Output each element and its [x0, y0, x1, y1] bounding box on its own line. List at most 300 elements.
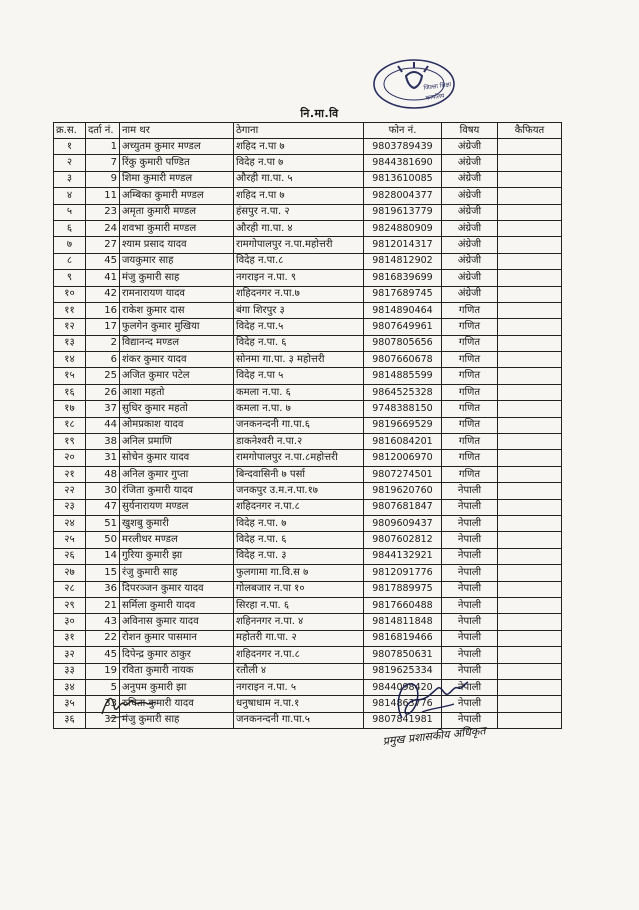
name-cell: श्याम प्रसाद यादव	[120, 237, 234, 253]
registration-cell: 7	[86, 155, 120, 171]
table-row	[54, 352, 562, 368]
table-row	[54, 237, 562, 253]
name-cell: अनिल कुमार गुप्ता	[120, 466, 234, 482]
address-cell: कमला न.पा. ६	[234, 384, 364, 400]
remarks-cell	[498, 253, 562, 269]
registration-cell: 36	[86, 581, 120, 597]
table-row	[54, 302, 562, 318]
table-row	[54, 483, 562, 499]
serial-cell: ९	[54, 270, 86, 286]
subject-cell: गणित	[442, 417, 498, 433]
address-cell: जनकपुर उ.म.न.पा.१७	[234, 483, 364, 499]
subject-cell: नेपाली	[442, 581, 498, 597]
registration-cell: 9	[86, 171, 120, 187]
name-cell: रंजिता कुमारी यादव	[120, 483, 234, 499]
registration-cell: 16	[86, 302, 120, 318]
remarks-cell	[498, 204, 562, 220]
registration-cell: 32	[86, 712, 120, 728]
remarks-cell	[498, 384, 562, 400]
address-cell: सोनमा गा.पा. ३ महोत्तरी	[234, 352, 364, 368]
registration-cell: 42	[86, 286, 120, 302]
registration-cell: 37	[86, 401, 120, 417]
remarks-cell	[498, 679, 562, 695]
serial-cell: ११	[54, 302, 86, 318]
remarks-cell	[498, 335, 562, 351]
table-row	[54, 253, 562, 269]
name-cell: रविता कुमारी नायक	[120, 663, 234, 679]
phone-cell: 9807274501	[364, 466, 442, 482]
phone-cell: 9807841981	[364, 712, 442, 728]
remarks-cell	[498, 401, 562, 417]
name-cell: शंकर कुमार यादव	[120, 352, 234, 368]
signature-left	[98, 686, 160, 722]
name-cell: राकेश कुमार दास	[120, 302, 234, 318]
name-cell: सर्मिला कुमारी यादव	[120, 597, 234, 613]
registration-cell: 33	[86, 696, 120, 712]
serial-cell: ३	[54, 171, 86, 187]
registration-cell: 23	[86, 204, 120, 220]
registration-cell: 26	[86, 384, 120, 400]
table-row	[54, 548, 562, 564]
subject-cell: नेपाली	[442, 565, 498, 581]
remarks-cell	[498, 565, 562, 581]
name-cell: खुशबु कुमारी	[120, 515, 234, 531]
name-cell: दिपेन्द्र कुमार ठाकुर	[120, 647, 234, 663]
subject-cell: नेपाली	[442, 614, 498, 630]
registration-cell: 30	[86, 483, 120, 499]
serial-cell: २४	[54, 515, 86, 531]
subject-cell: अंग्रेजी	[442, 220, 498, 236]
table-row	[54, 286, 562, 302]
name-cell: दिपरञ्जन कुमार यादव	[120, 581, 234, 597]
serial-cell: २९	[54, 597, 86, 613]
name-cell: अम्बिका कुमारी मण्डल	[120, 188, 234, 204]
phone-cell: 9864525328	[364, 384, 442, 400]
serial-cell: १२	[54, 319, 86, 335]
subject-cell: नेपाली	[442, 548, 498, 564]
registration-cell: 25	[86, 368, 120, 384]
col-header-subject: विषय	[442, 123, 498, 139]
address-cell: हंसपुर न.पा. २	[234, 204, 364, 220]
remarks-cell	[498, 352, 562, 368]
table-row	[54, 614, 562, 630]
subject-cell: गणित	[442, 450, 498, 466]
phone-cell: 9819669529	[364, 417, 442, 433]
serial-cell: ७	[54, 237, 86, 253]
address-cell: विदेह न.पा. ७	[234, 515, 364, 531]
serial-cell: ८	[54, 253, 86, 269]
registration-cell: 6	[86, 352, 120, 368]
subject-cell: अंग्रेजी	[442, 253, 498, 269]
registration-cell: 24	[86, 220, 120, 236]
serial-cell: १३	[54, 335, 86, 351]
phone-cell: 9807649961	[364, 319, 442, 335]
name-cell: गुरिया कुमारी झा	[120, 548, 234, 564]
seal-text-line2: कार्यालय	[425, 92, 445, 102]
table-row	[54, 171, 562, 187]
address-cell: शहिद न.पा ७	[234, 188, 364, 204]
serial-cell: १६	[54, 384, 86, 400]
address-cell: विदेह न.पा.८	[234, 253, 364, 269]
registration-cell: 45	[86, 253, 120, 269]
registration-cell: 19	[86, 663, 120, 679]
remarks-cell	[498, 663, 562, 679]
address-cell: गोलबजार न.पा १०	[234, 581, 364, 597]
name-cell: रामनारायण यादव	[120, 286, 234, 302]
serial-cell: २३	[54, 499, 86, 515]
serial-cell: १०	[54, 286, 86, 302]
phone-cell: 9812006970	[364, 450, 442, 466]
registration-cell: 43	[86, 614, 120, 630]
col-header-phone: फोन नं.	[364, 123, 442, 139]
serial-cell: ३३	[54, 663, 86, 679]
subject-cell: नेपाली	[442, 696, 498, 712]
subject-cell: नेपाली	[442, 663, 498, 679]
registration-cell: 50	[86, 532, 120, 548]
name-cell: मरलीधर मण्डल	[120, 532, 234, 548]
registration-cell: 51	[86, 515, 120, 531]
remarks-cell	[498, 532, 562, 548]
subject-cell: अंग्रेजी	[442, 188, 498, 204]
serial-cell: ५	[54, 204, 86, 220]
serial-cell: ६	[54, 220, 86, 236]
registration-cell: 1	[86, 139, 120, 155]
name-cell: रिंकु कुमारी पण्डित	[120, 155, 234, 171]
subject-cell: अंग्रेजी	[442, 171, 498, 187]
registration-cell: 44	[86, 417, 120, 433]
address-cell: विदेह न.पा. ३	[234, 548, 364, 564]
table-row	[54, 319, 562, 335]
phone-cell: 9816839699	[364, 270, 442, 286]
table-row	[54, 368, 562, 384]
page-heading: नि.मा.वि	[300, 107, 339, 120]
phone-cell: 9812014317	[364, 237, 442, 253]
serial-cell: २६	[54, 548, 86, 564]
remarks-cell	[498, 696, 562, 712]
table-row	[54, 220, 562, 236]
phone-cell: 9812091776	[364, 565, 442, 581]
name-cell: अनिल प्रमाणि	[120, 434, 234, 450]
table-row	[54, 401, 562, 417]
address-cell: सिरहा न.पा. ६	[234, 597, 364, 613]
remarks-cell	[498, 581, 562, 597]
table-row	[54, 630, 562, 646]
table-row	[54, 499, 562, 515]
subject-cell: नेपाली	[442, 515, 498, 531]
subject-cell: गणित	[442, 352, 498, 368]
subject-cell: अंग्रेजी	[442, 237, 498, 253]
address-cell: रतौली ४	[234, 663, 364, 679]
name-cell: रंजु कुमारी साह	[120, 565, 234, 581]
address-cell: बिन्दवासिनी ७ पर्सा	[234, 466, 364, 482]
phone-cell: 9807660678	[364, 352, 442, 368]
col-header-remarks: कैफियत	[498, 123, 562, 139]
officer-title: प्रमुख प्रशासकीय अधिकृत	[382, 724, 487, 748]
name-cell: मंजु कुमारी साह	[120, 712, 234, 728]
remarks-cell	[498, 417, 562, 433]
table-row	[54, 466, 562, 482]
phone-cell: 9844132921	[364, 548, 442, 564]
phone-cell: 9814811848	[364, 614, 442, 630]
phone-cell: 9819620760	[364, 483, 442, 499]
col-header-address: ठेगाना	[234, 123, 364, 139]
name-cell: अच्युतम कुमार मण्डल	[120, 139, 234, 155]
name-cell: शिमा कुमारी मण्डल	[120, 171, 234, 187]
address-cell: शहिदनगर न.पा.८	[234, 647, 364, 663]
serial-cell: १	[54, 139, 86, 155]
address-cell: औरही गा.पा. ४	[234, 220, 364, 236]
remarks-cell	[498, 171, 562, 187]
table-row	[54, 532, 562, 548]
address-cell: फुलगामा गा.वि.स ७	[234, 565, 364, 581]
subject-cell: गणित	[442, 302, 498, 318]
serial-cell: २५	[54, 532, 86, 548]
remarks-cell	[498, 188, 562, 204]
remarks-cell	[498, 647, 562, 663]
phone-cell: 9844098420	[364, 679, 442, 695]
remarks-cell	[498, 712, 562, 728]
phone-cell: 9817689745	[364, 286, 442, 302]
subject-cell: नेपाली	[442, 483, 498, 499]
table-row	[54, 155, 562, 171]
phone-cell: 9814885599	[364, 368, 442, 384]
phone-cell: 9817660488	[364, 597, 442, 613]
name-cell: ओमप्रकाश यादव	[120, 417, 234, 433]
address-cell: महोतरी गा.पा. २	[234, 630, 364, 646]
address-cell: शहिद न.पा ७	[234, 139, 364, 155]
serial-cell: ३४	[54, 679, 86, 695]
address-cell: रामगोपालपुर न.पा.८महोत्तरी	[234, 450, 364, 466]
registration-cell: 11	[86, 188, 120, 204]
subject-cell: नेपाली	[442, 597, 498, 613]
registration-cell: 45	[86, 647, 120, 663]
address-cell: विदेह न.पा.५	[234, 319, 364, 335]
table-row	[54, 597, 562, 613]
table-row	[54, 515, 562, 531]
subject-cell: नेपाली	[442, 499, 498, 515]
phone-cell: 9819613779	[364, 204, 442, 220]
serial-cell: २	[54, 155, 86, 171]
table-row	[54, 139, 562, 155]
office-seal	[366, 54, 462, 114]
serial-cell: १४	[54, 352, 86, 368]
remarks-cell	[498, 155, 562, 171]
subject-cell: गणित	[442, 466, 498, 482]
table-row	[54, 335, 562, 351]
signature-right	[392, 674, 472, 730]
applicant-table	[53, 122, 562, 729]
serial-cell: १७	[54, 401, 86, 417]
phone-cell: 9748388150	[364, 401, 442, 417]
remarks-cell	[498, 434, 562, 450]
registration-cell: 47	[86, 499, 120, 515]
subject-cell: नेपाली	[442, 630, 498, 646]
phone-cell: 9828004377	[364, 188, 442, 204]
remarks-cell	[498, 483, 562, 499]
subject-cell: गणित	[442, 434, 498, 450]
remarks-cell	[498, 319, 562, 335]
registration-cell: 38	[86, 434, 120, 450]
phone-cell: 9814812902	[364, 253, 442, 269]
serial-cell: ३६	[54, 712, 86, 728]
registration-cell: 2	[86, 335, 120, 351]
phone-cell: 9807681847	[364, 499, 442, 515]
serial-cell: ३५	[54, 696, 86, 712]
serial-cell: १९	[54, 434, 86, 450]
col-header-serial: क्र.स.	[54, 123, 86, 139]
table-row	[54, 188, 562, 204]
serial-cell: २७	[54, 565, 86, 581]
registration-cell: 22	[86, 630, 120, 646]
remarks-cell	[498, 302, 562, 318]
name-cell: शवभा कुमारी मण्डल	[120, 220, 234, 236]
address-cell: विदेह न.पा. ६	[234, 532, 364, 548]
phone-cell: 9814863776	[364, 696, 442, 712]
registration-cell: 41	[86, 270, 120, 286]
phone-cell: 9816819466	[364, 630, 442, 646]
table-row	[54, 270, 562, 286]
address-cell: जनकनन्दनी गा.पा.६	[234, 417, 364, 433]
registration-cell: 15	[86, 565, 120, 581]
table-row	[54, 581, 562, 597]
phone-cell: 9816084201	[364, 434, 442, 450]
table-row	[54, 417, 562, 433]
address-cell: नगराइन न.पा. ९	[234, 270, 364, 286]
address-cell: शहिदनगर न.पा.७	[234, 286, 364, 302]
serial-cell: २०	[54, 450, 86, 466]
table-row	[54, 450, 562, 466]
phone-cell: 9809609437	[364, 515, 442, 531]
subject-cell: गणित	[442, 335, 498, 351]
table-row	[54, 384, 562, 400]
serial-cell: १५	[54, 368, 86, 384]
registration-cell: 21	[86, 597, 120, 613]
serial-cell: ३०	[54, 614, 86, 630]
seal-text-line1: जिल्ला शिक्षा	[423, 81, 452, 92]
subject-cell: नेपाली	[442, 647, 498, 663]
address-cell: धनुषाधाम न.पा.१	[234, 696, 364, 712]
subject-cell: अंग्रेजी	[442, 270, 498, 286]
remarks-cell	[498, 614, 562, 630]
subject-cell: गणित	[442, 401, 498, 417]
remarks-cell	[498, 499, 562, 515]
name-cell: रोशन कुमार पासमान	[120, 630, 234, 646]
subject-cell: गणित	[442, 319, 498, 335]
remarks-cell	[498, 548, 562, 564]
registration-cell: 48	[86, 466, 120, 482]
table-row	[54, 647, 562, 663]
name-cell: जयकुमार साह	[120, 253, 234, 269]
address-cell: रामगोपालपुर न.पा.महोत्तरी	[234, 237, 364, 253]
phone-cell: 9819625334	[364, 663, 442, 679]
serial-cell: २२	[54, 483, 86, 499]
subject-cell: अंग्रेजी	[442, 286, 498, 302]
name-cell: अनुपम कुमारी झा	[120, 679, 234, 695]
serial-cell: ४	[54, 188, 86, 204]
remarks-cell	[498, 466, 562, 482]
subject-cell: नेपाली	[442, 532, 498, 548]
registration-cell: 31	[86, 450, 120, 466]
name-cell: रुचिता कुमारी यादव	[120, 696, 234, 712]
remarks-cell	[498, 515, 562, 531]
remarks-cell	[498, 139, 562, 155]
phone-cell: 9803789439	[364, 139, 442, 155]
phone-cell: 9807602812	[364, 532, 442, 548]
remarks-cell	[498, 270, 562, 286]
registration-cell: 5	[86, 679, 120, 695]
table-row	[54, 663, 562, 679]
subject-cell: गणित	[442, 384, 498, 400]
address-cell: शहिदनगर न.पा.८	[234, 499, 364, 515]
phone-cell: 9813610085	[364, 171, 442, 187]
subject-cell: गणित	[442, 368, 498, 384]
registration-cell: 17	[86, 319, 120, 335]
col-header-name: नाम थर	[120, 123, 234, 139]
remarks-cell	[498, 450, 562, 466]
seal-graphic	[366, 54, 462, 114]
subject-cell: अंग्रेजी	[442, 155, 498, 171]
serial-cell: २८	[54, 581, 86, 597]
registration-cell: 27	[86, 237, 120, 253]
address-cell: जनकनन्दनी गा.पा.५	[234, 712, 364, 728]
address-cell: विदेह न.पा ७	[234, 155, 364, 171]
address-cell: शहिननगर न.पा. ४	[234, 614, 364, 630]
address-cell: विदेह न.पा. ६	[234, 335, 364, 351]
phone-cell: 9807805656	[364, 335, 442, 351]
serial-cell: ३२	[54, 647, 86, 663]
name-cell: आशा महतो	[120, 384, 234, 400]
serial-cell: २१	[54, 466, 86, 482]
name-cell: सुर्यनारायण मण्डल	[120, 499, 234, 515]
address-cell: नगराइन न.पा. ५	[234, 679, 364, 695]
table-row	[54, 434, 562, 450]
address-cell: औरही गा.पा. ५	[234, 171, 364, 187]
address-cell: विदेह न.पा ५	[234, 368, 364, 384]
table-body	[54, 139, 562, 729]
remarks-cell	[498, 237, 562, 253]
subject-cell: नेपाली	[442, 679, 498, 695]
name-cell: अमृता कुमारी मण्डल	[120, 204, 234, 220]
subject-cell: अंग्रेजी	[442, 204, 498, 220]
remarks-cell	[498, 630, 562, 646]
name-cell: सोचेन कुमार यादव	[120, 450, 234, 466]
name-cell: सुधिर कुमार महतो	[120, 401, 234, 417]
address-cell: बंगा शिरपुर ३	[234, 302, 364, 318]
subject-cell: नेपाली	[442, 712, 498, 728]
table-header-row	[54, 123, 562, 139]
phone-cell: 9807850631	[364, 647, 442, 663]
col-header-registration: दर्ता नं.	[86, 123, 120, 139]
phone-cell: 9824880909	[364, 220, 442, 236]
phone-cell: 9844381690	[364, 155, 442, 171]
phone-cell: 9814890464	[364, 302, 442, 318]
remarks-cell	[498, 597, 562, 613]
remarks-cell	[498, 368, 562, 384]
remarks-cell	[498, 220, 562, 236]
address-cell: कमला न.पा. ७	[234, 401, 364, 417]
name-cell: मंजु कुमारी साह	[120, 270, 234, 286]
name-cell: अविनास कुमार यादव	[120, 614, 234, 630]
subject-cell: अंग्रेजी	[442, 139, 498, 155]
table-row	[54, 565, 562, 581]
remarks-cell	[498, 286, 562, 302]
name-cell: विद्यानन्द मण्डल	[120, 335, 234, 351]
serial-cell: १८	[54, 417, 86, 433]
phone-cell: 9817889975	[364, 581, 442, 597]
address-cell: डाकनेश्वरी न.पा.२	[234, 434, 364, 450]
name-cell: फुलगेन कुमार मुखिया	[120, 319, 234, 335]
table-row	[54, 204, 562, 220]
